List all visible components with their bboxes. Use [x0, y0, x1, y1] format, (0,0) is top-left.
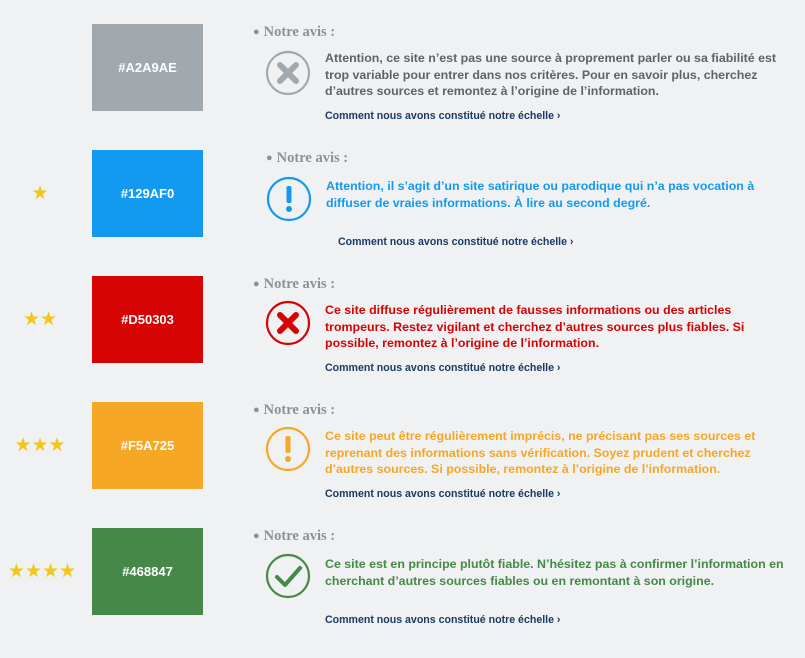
rating-row-grey	[0, 24, 805, 134]
color-code-label: #129AF0	[120, 186, 175, 201]
star-rating: ★	[31, 182, 49, 204]
color-swatch	[92, 402, 203, 489]
verdict-message: Attention, il s’agit d’un site satirique ou parodique qui n’a pas vocation à diffuser de vraies informations. À lire au second degré.	[326, 179, 755, 210]
echelle-link[interactable]: Comment nous avons constitué notre échelle ›	[325, 362, 561, 374]
verdict-message: Attention, ce site n’est pas une source à proprement parler ou sa fiabilité est trop variable pour entrer dans nos critères. Pour en savoir plus, cherchez d’autres sources et remontez à l’origine de l’information.	[325, 51, 776, 99]
color-swatch	[92, 528, 203, 615]
color-swatch	[92, 150, 203, 237]
echelle-link[interactable]: Comment nous avons constitué notre échelle ›	[325, 110, 561, 122]
notre-avis-heading: ● Notre avis :	[253, 24, 336, 40]
exclamation-icon	[265, 426, 311, 472]
star-rating: ★★★★	[7, 560, 77, 582]
color-swatch	[92, 276, 203, 363]
bullet-icon: ●	[253, 530, 260, 542]
color-code-label: #F5A725	[120, 438, 175, 453]
bullet-icon: ●	[266, 152, 273, 164]
check-icon	[265, 553, 311, 599]
rating-row-green	[0, 528, 805, 638]
verdict-message: Ce site est en principe plutôt fiable. N’hésitez pas à confirmer l’information en cherchant d’autres sources fiables ou en remontant à son origine.	[325, 557, 784, 588]
echelle-link[interactable]: Comment nous avons constitué notre échelle ›	[338, 236, 574, 248]
color-code-label: #468847	[122, 564, 173, 579]
verdict-message: Ce site peut être régulièrement imprécis, ne précisant pas ses sources et reprenant des informations sans vérification. Soyez prudent et cherchez d’autres sources. Si possible, remontez à l’origine de l’information.	[325, 429, 756, 477]
notre-avis-heading: ● Notre avis :	[253, 528, 336, 544]
notre-avis-heading: ● Notre avis :	[266, 150, 349, 166]
star-rating	[0, 24, 80, 110]
star-rating: ★★	[22, 308, 58, 330]
echelle-link[interactable]: Comment nous avons constitué notre échelle ›	[325, 614, 561, 626]
bullet-icon: ●	[253, 404, 260, 416]
rating-row-orange	[0, 402, 805, 512]
bullet-icon: ●	[253, 278, 260, 290]
color-swatch	[92, 24, 203, 111]
rating-row-red	[0, 276, 805, 386]
star-rating: ★★★	[14, 434, 66, 456]
bullet-icon: ●	[253, 26, 260, 38]
color-code-label: #A2A9AE	[118, 60, 177, 75]
echelle-link[interactable]: Comment nous avons constitué notre échelle ›	[325, 488, 561, 500]
cross-icon	[265, 50, 311, 96]
rating-row-blue	[0, 150, 805, 260]
notre-avis-heading: ● Notre avis :	[253, 276, 336, 292]
notre-avis-heading: ● Notre avis :	[253, 402, 336, 418]
exclamation-icon	[266, 176, 312, 222]
verdict-message: Ce site diffuse régulièrement de fausses informations ou des articles trompeurs. Restez vigilant et cherchez d’autres sources plus fiables. Si possible, remontez à l’origine de l’information.	[325, 303, 745, 351]
color-code-label: #D50303	[121, 312, 174, 327]
cross-icon	[265, 300, 311, 346]
